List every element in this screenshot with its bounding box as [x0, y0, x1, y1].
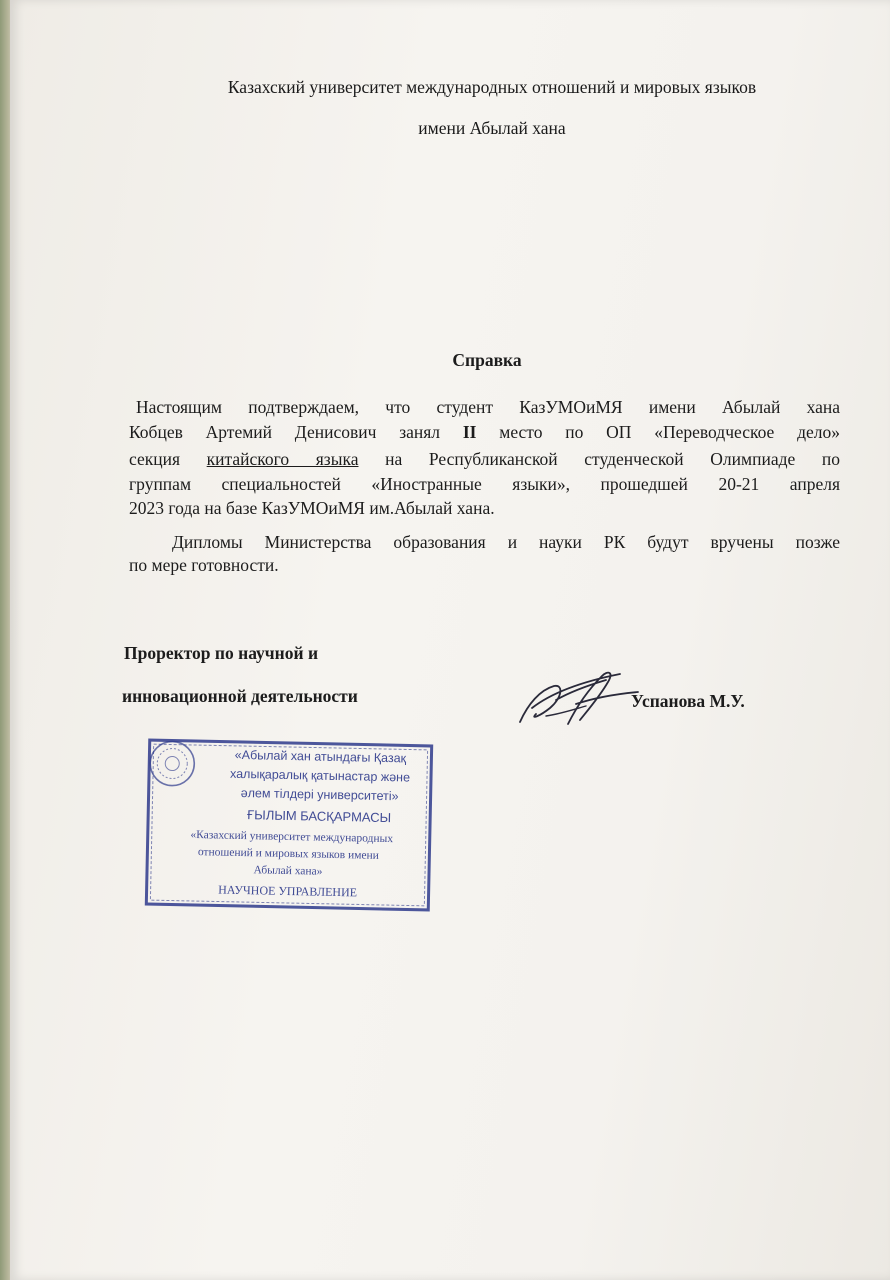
section-word: секция: [129, 449, 181, 469]
olympiad-text: на Республиканской студенческой Олимпиаде по: [385, 449, 841, 469]
body-line-5: 2023 года на базе КазУМОиМЯ им.Абылай хана.: [129, 498, 495, 518]
student-name: Кобцев Артемий Денисович: [129, 422, 377, 442]
official-stamp: [144, 738, 433, 912]
body-line-1: Настоящим подтверждаем, что студент КазУМОиМЯ имени Абылай хана: [136, 397, 840, 417]
placed-word: занял: [399, 422, 441, 442]
stamp-kz-line4: ҒЫЛЫМ БАСҚАРМАСЫ: [247, 807, 392, 826]
body-line-4: группам специальностей «Иностранные языки», прошедшей 20-21 апреля: [129, 474, 840, 494]
stamp-ru-line1: «Казахский университет международных: [190, 828, 394, 846]
handwritten-signature: [510, 664, 650, 728]
body-line-7: по мере готовности.: [129, 555, 279, 575]
body-line-2: [129, 421, 840, 443]
signer-position-line1: Проректор по научной и: [124, 643, 319, 663]
stamp-kz-line2: халықаралық қатынастар және: [229, 766, 411, 785]
stamp-ru-line3: Абылай хана»: [253, 864, 323, 878]
document-title: Справка: [452, 350, 522, 370]
stamp-kz-line1: «Абылай хан атындағы Қазақ: [234, 747, 407, 766]
body-line-3: [129, 448, 840, 470]
program-text: место по ОП «Переводческое дело»: [499, 422, 841, 442]
signer-name: Успанова М.У.: [631, 691, 745, 711]
stamp-kz-line3: әлем тілдері университеті»: [240, 785, 399, 804]
place-number: II: [462, 422, 477, 442]
stamp-ru-line2: отношений и мировых языков имени: [197, 846, 380, 862]
stamp-ru-line4: НАУЧНОЕ УПРАВЛЕНИЕ: [218, 882, 358, 900]
signer-position-line2: инновационной деятельности: [122, 686, 358, 706]
body-line-6: Дипломы Министерства образования и науки РК будут вручены позже: [172, 532, 840, 552]
document-sheet: [10, 0, 890, 1280]
university-name-line2: имени Абылай хана: [418, 118, 566, 138]
university-name-line1: Казахский университет международных отношений и мировых языков: [227, 77, 757, 97]
language-section: китайского языка: [206, 449, 359, 469]
